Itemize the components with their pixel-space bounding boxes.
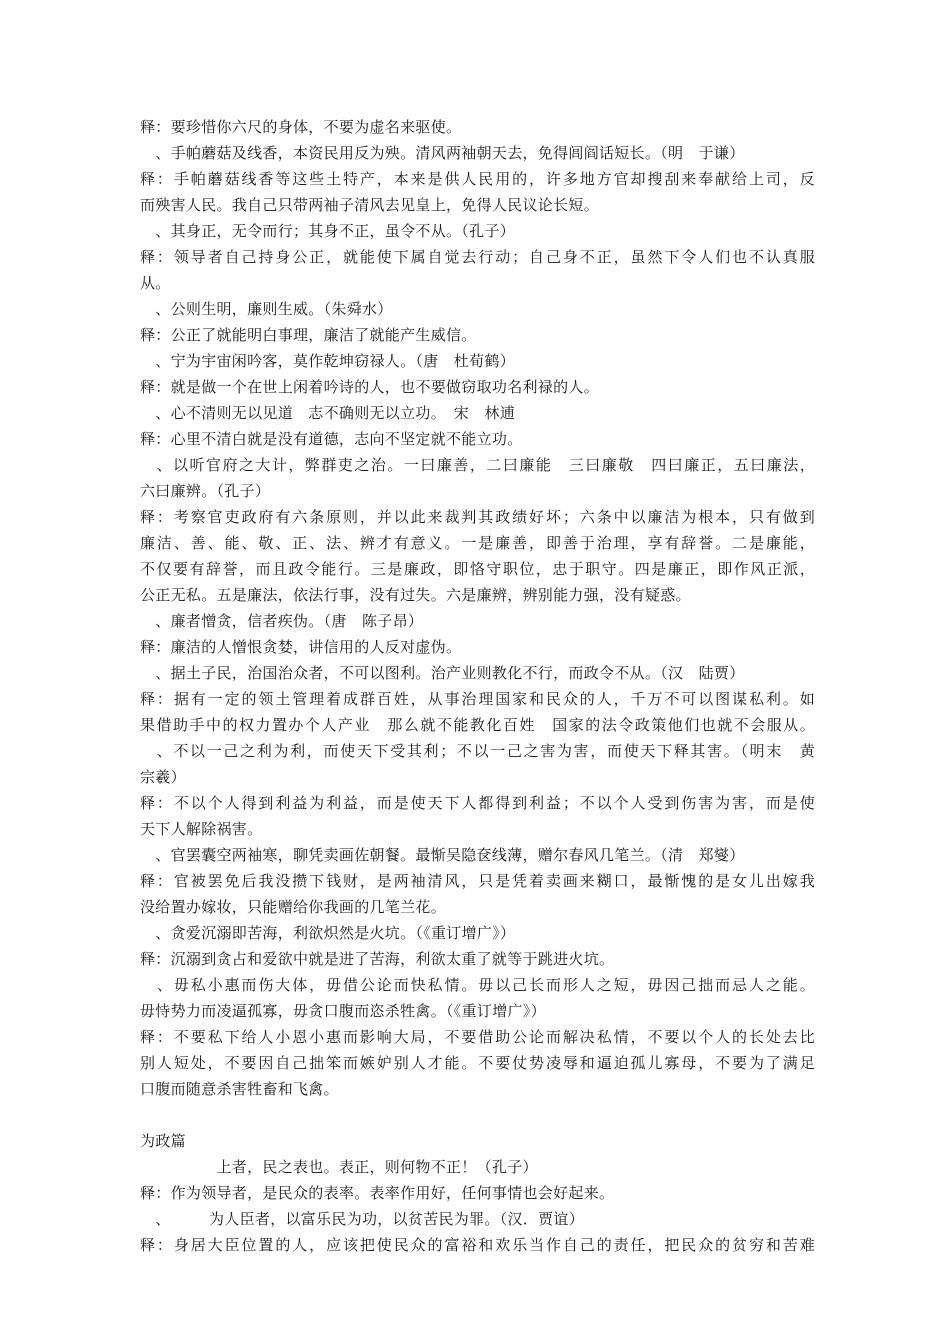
text-line: 、不以一己之利为利，而使天下受其利；不以一己之害为害，而使天下释其害。（明末 黄 — [140, 742, 815, 760]
text-line: 释：领导者自己持身公正，就能使下属自觉去行动；自己身不正，虽然下令人们也不认真服 — [140, 248, 815, 266]
text-line: 释：廉洁的人憎恨贪婪，讲信用的人反对虚伪。 — [140, 638, 462, 656]
document-body — [140, 114, 815, 1258]
text-line: 、官罢囊空两袖寒，聊凭卖画佐朝餐。最惭吴隐奁线薄，赠尔春风几笔兰。（清 郑燮） — [140, 846, 745, 864]
text-line: 、据土子民，治国治众者，不可以图利。治产业则教化不行，而政令不从。（汉 陆贾） — [140, 664, 745, 682]
text-line: 释：据有一定的领土管理着成群百姓，从事治理国家和民众的人，千万不可以图谋私利。如 — [140, 690, 815, 708]
text-line: 释：考察官吏政府有六条原则，并以此来裁判其政绩好坏；六条中以廉洁为根本，只有做到 — [140, 508, 815, 526]
text-line: 、公则生明，廉则生威。（朱舜水） — [140, 300, 393, 318]
text-line: 释：身居大臣位置的人，应该把使民众的富裕和欢乐当作自己的责任，把民众的贫穷和苦难 — [140, 1236, 815, 1254]
text-line: 、以听官府之大计，弊群吏之治。一曰廉善，二曰廉能 三曰廉敬 四曰廉正，五曰廉法， — [140, 456, 815, 474]
blank-line — [140, 1102, 815, 1128]
text-line: 、 为人臣者，以富乐民为功，以贫苦民为罪。（汉．贾谊） — [140, 1210, 585, 1228]
text-line: 、宁为宇宙闲吟客，莫作乾坤窃禄人。（唐 杜荀鹤） — [140, 352, 516, 370]
text-line: 释：不以个人得到利益为利益，而是使天下人都得到利益；不以个人受到伤害为害，而是使 — [140, 794, 815, 812]
text-line: 没给置办嫁妆，只能赠给你我画的几笔兰花。 — [140, 898, 447, 916]
text-line: 、贪爱沉溺即苦海，利欲炽然是火坑。（《重订增广》） — [140, 924, 516, 942]
text-line: 、毋私小惠而伤大体，毋借公论而快私情。毋以己长而形人之短，毋因己拙而忌人之能。 — [140, 976, 815, 994]
text-line: 释：要珍惜你六尺的身体，不要为虚名来驱使。 — [140, 118, 462, 136]
section-heading: 为政篇 — [140, 1132, 186, 1150]
text-line: 而殃害人民。我自己只带两袖子清风去见皇上，免得人民议论长短。 — [140, 196, 600, 214]
text-line: 释：公正了就能明白事理，廉洁了就能产生威信。 — [140, 326, 477, 344]
text-line: 宗羲） — [140, 768, 186, 786]
text-line: 释：手帕蘑菇线香等这些土特产，本来是供人民用的，许多地方官却搜刮来奉献给上司，反 — [140, 170, 815, 188]
text-line: 别人短处，不要因自己拙笨而嫉妒别人才能。不要仗势凌辱和逼迫孤儿寡母，不要为了满足 — [140, 1054, 815, 1072]
text-line: 果借助手中的权力置办个人产业 那么就不能教化百姓 国家的法令政策他们也就不会服从。 — [140, 716, 815, 734]
text-line: 口腹而随意杀害牲畜和飞禽。 — [140, 1080, 339, 1098]
text-line: 、廉者憎贪，信者疾伪。（唐 陈子昂） — [140, 612, 424, 630]
text-line: 六曰廉辨。（孔子） — [140, 482, 271, 500]
text-line: 释：就是做一个在世上闲着吟诗的人，也不要做窃取功名利禄的人。 — [140, 378, 600, 396]
text-line: 、其身正，无令而行；其身不正，虽令不从。（孔子） — [140, 222, 516, 240]
text-line: 、手帕蘑菇及线香，本资民用反为殃。清风两袖朝天去，免得闾阎话短长。（明 于谦） — [140, 144, 745, 162]
text-line: 释：沉溺到贪占和爱欲中就是进了苦海，利欲太重了就等于跳进火坑。 — [140, 950, 615, 968]
text-line: 释：不要私下给人小恩小惠而影响大局，不要借助公论而解决私情，不要以个人的长处去比 — [140, 1028, 815, 1046]
text-line: 廉洁、善、能、敬、正、法、辨才有意义。一是廉善，即善于治理，享有辞誉。二是廉能， — [140, 534, 815, 552]
text-line: 不仅要有辞誉，而且政令能行。三是廉政，即恪守职位，忠于职守。四是廉正，即作风正派， — [140, 560, 815, 578]
text-line: 从。 — [140, 274, 171, 292]
text-line: 天下人解除祸害。 — [140, 820, 263, 838]
text-line: 释：官被罢免后我没攒下钱财，是两袖清风，只是凭着卖画来糊口，最惭愧的是女儿出嫁我 — [140, 872, 815, 890]
text-line: 释：心里不清白就是没有道德，志向不坚定就不能立功。 — [140, 430, 523, 448]
text-line: 毋恃势力而凌逼孤寡，毋贪口腹而恣杀牲禽。（《重订增广》） — [140, 1002, 546, 1020]
text-line: 释：作为领导者，是民众的表率。表率作用好，任何事情也会好起来。 — [140, 1184, 615, 1202]
text-line: 公正无私。五是廉法，依法行事，没有过失。六是廉辨，辨别能力强，没有疑惑。 — [140, 586, 691, 604]
text-line: 上者，民之表也。表正，则何物不正！（孔子） — [140, 1158, 538, 1176]
text-line: 、心不清则无以见道 志不确则无以立功。 宋 林逋 — [140, 404, 516, 422]
